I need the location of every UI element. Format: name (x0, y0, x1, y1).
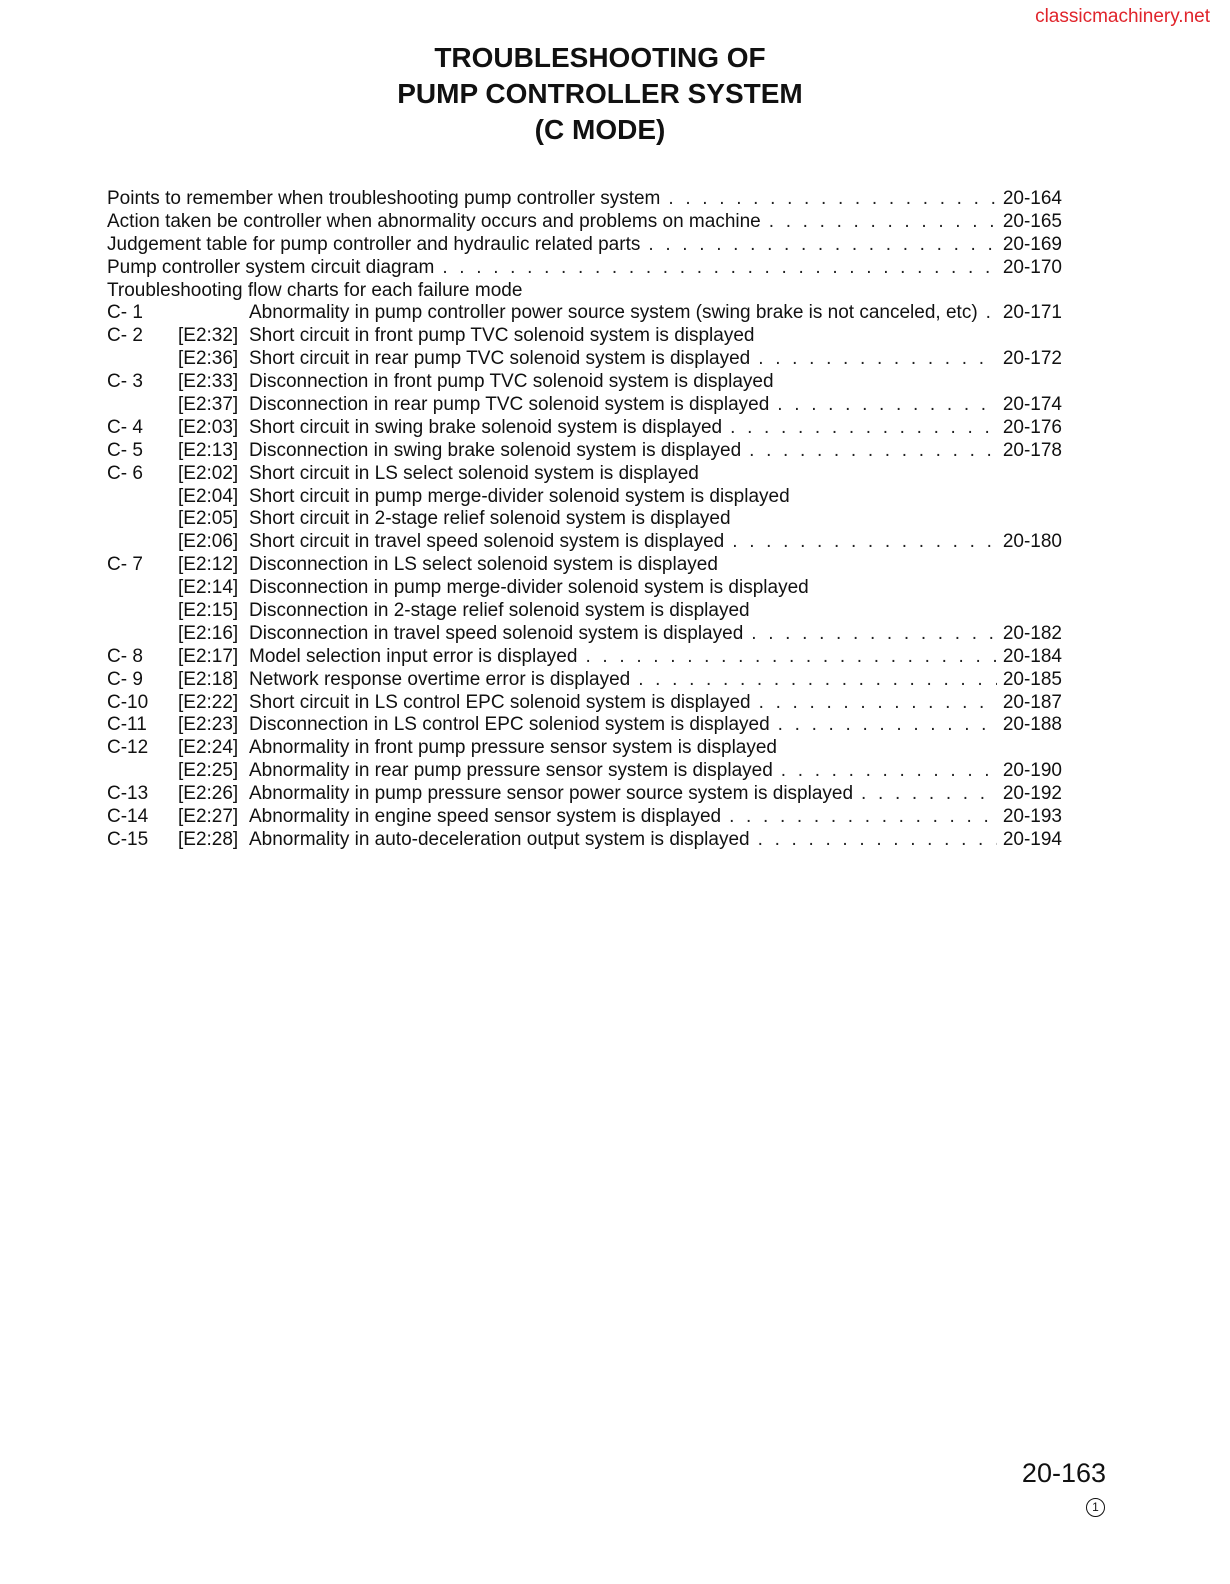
toc-entry-page: 20-194 (1002, 828, 1062, 850)
toc-entry-page: 20-170 (1002, 256, 1062, 278)
toc-entry (107, 646, 1062, 669)
toc-leader-dots (758, 829, 997, 852)
revision-mark: 1 (1086, 1498, 1105, 1517)
toc-entry (107, 829, 1062, 852)
toc-entry-code: [E2:27] (178, 806, 239, 828)
toc-entry-text: Short circuit in travel speed solenoid system is displayed (249, 531, 725, 553)
toc-entry-text: Disconnection in 2-stage relief solenoid system is displayed (249, 600, 750, 622)
toc-entry-code: [E2:13] (178, 439, 239, 461)
toc-entry-number: C-14 (107, 806, 149, 828)
toc-entry-number: C- 6 (107, 462, 143, 484)
toc-entry-text: Pump controller system circuit diagram (107, 256, 435, 278)
toc-entry-page: 20-192 (1002, 783, 1062, 805)
toc-entry-number: C-11 (107, 714, 147, 736)
toc-entry-text: Short circuit in LS control EPC solenoid system is displayed (249, 691, 751, 713)
toc-entry (107, 188, 1062, 211)
toc-entry-page: 20-180 (1002, 531, 1062, 553)
toc-entry-code: [E2:16] (178, 622, 239, 644)
title-line: (C MODE) (534, 114, 666, 145)
toc-entry (107, 623, 1062, 646)
toc-entry-number: C-10 (107, 691, 149, 713)
watermark: classicmachinery.net (1035, 6, 1210, 27)
toc-entry-code: [E2:14] (178, 577, 239, 599)
toc-entry-text: Disconnection in swing brake solenoid system is displayed (249, 439, 742, 461)
toc-entry (107, 234, 1062, 257)
toc-leader-dots (758, 348, 997, 371)
toc-entry-text: Action taken be controller when abnormality occurs and problems on machine (107, 210, 761, 232)
toc-leader-dots (729, 806, 997, 829)
toc-entry-code: [E2:06] (178, 531, 239, 553)
page-number: 20-163 (1021, 1458, 1106, 1488)
toc-leader-dots (778, 714, 997, 737)
toc-entry-code: [E2:12] (178, 554, 239, 576)
toc-entry (107, 531, 1062, 554)
toc-entry-text: Points to remember when troubleshooting pump controller system (107, 188, 661, 209)
toc-entry-page: 20-169 (1002, 233, 1062, 255)
toc-entry-page: 20-171 (1002, 302, 1062, 324)
toc-leader-dots (769, 211, 997, 234)
toc-entry (107, 806, 1062, 829)
toc-entry-code: [E2:33] (178, 371, 239, 393)
toc-entry-number: C- 4 (107, 416, 143, 438)
toc-entry-number: C-13 (107, 783, 149, 805)
toc-entry (107, 211, 1062, 234)
toc-entry (107, 486, 1062, 509)
title-line: TROUBLESHOOTING OF (434, 42, 766, 73)
toc-entry (107, 348, 1062, 371)
toc-entry-number: C-12 (107, 737, 149, 759)
toc-entry-page: 20-178 (1002, 439, 1062, 461)
toc-entry-text: Short circuit in 2-stage relief solenoid system is displayed (249, 508, 731, 530)
toc-entry (107, 257, 1062, 280)
toc-entry-text: Judgement table for pump controller and hydraulic related parts (107, 233, 641, 255)
toc-entry-number: C- 1 (107, 302, 143, 324)
toc-entry-text: Abnormality in pump pressure sensor power source system is displayed (249, 783, 854, 805)
toc-leader-dots (749, 440, 997, 463)
toc-entry-text: Disconnection in pump merge-divider solenoid system is displayed (249, 577, 809, 599)
toc-entry-text: Abnormality in auto-deceleration output system is displayed (249, 828, 750, 850)
toc-entry-page: 20-176 (1002, 416, 1062, 438)
toc-entry-number: C- 8 (107, 645, 143, 667)
toc-entry (107, 737, 1062, 760)
toc-entry-text: Abnormality in front pump pressure sensor system is displayed (249, 737, 778, 759)
toc-entry-code: [E2:03] (178, 416, 239, 438)
toc-entry (107, 577, 1062, 600)
toc-entry-code: [E2:05] (178, 508, 239, 530)
toc-entry-page: 20-188 (1002, 714, 1062, 736)
toc-entry-text: Troubleshooting flow charts for each failure mode (107, 279, 523, 301)
toc-entry (107, 280, 1062, 303)
toc-entry-text: Short circuit in rear pump TVC solenoid system is displayed (249, 348, 751, 370)
page-title (0, 40, 1200, 148)
toc-entry-page: 20-187 (1002, 691, 1062, 713)
toc-entry-text: Abnormality in engine speed sensor system is displayed (249, 806, 722, 828)
toc-entry-page: 20-174 (1002, 394, 1062, 416)
toc-entry-page: 20-184 (1002, 645, 1062, 667)
toc-entry-text: Network response overtime error is displayed (249, 668, 631, 690)
toc-entry-page: 20-182 (1002, 622, 1062, 644)
toc-leader-dots (442, 257, 997, 280)
toc-entry-number: C- 2 (107, 325, 143, 347)
toc-entry-number: C- 3 (107, 371, 143, 393)
table-of-contents (107, 188, 1062, 852)
toc-leader-dots (732, 531, 997, 554)
toc-leader-dots (730, 417, 997, 440)
toc-entry-page: 20-164 (1002, 188, 1062, 209)
toc-entry-text: Short circuit in LS select solenoid system is displayed (249, 462, 699, 484)
toc-entry-text: Short circuit in pump merge-divider solenoid system is displayed (249, 485, 790, 507)
toc-entry-code: [E2:22] (178, 691, 239, 713)
toc-entry-page: 20-165 (1002, 210, 1062, 232)
toc-leader-dots (648, 234, 996, 257)
toc-entry-code: [E2:02] (178, 462, 239, 484)
toc-entry-code: [E2:26] (178, 783, 239, 805)
toc-entry-code: [E2:23] (178, 714, 239, 736)
toc-entry (107, 508, 1062, 531)
title-line: PUMP CONTROLLER SYSTEM (397, 78, 803, 109)
toc-entry-code: [E2:17] (178, 645, 239, 667)
toc-leader-dots (861, 783, 997, 806)
toc-entry (107, 714, 1062, 737)
toc-entry-text: Disconnection in rear pump TVC solenoid system is displayed (249, 394, 770, 416)
toc-entry-page: 20-193 (1002, 806, 1062, 828)
toc-leader-dots (777, 394, 997, 417)
toc-entry-code: [E2:18] (178, 668, 239, 690)
toc-entry-text: Disconnection in LS select solenoid system is displayed (249, 554, 718, 576)
toc-entry-code: [E2:28] (178, 828, 239, 850)
toc-entry (107, 394, 1062, 417)
toc-entry-number: C- 9 (107, 668, 143, 690)
toc-leader-dots (751, 623, 997, 646)
toc-entry-number: C-15 (107, 828, 149, 850)
toc-entry (107, 760, 1062, 783)
toc-entry-page: 20-172 (1002, 348, 1062, 370)
toc-entry (107, 554, 1062, 577)
toc-entry (107, 417, 1062, 440)
toc-entry (107, 371, 1062, 394)
toc-entry-code: [E2:37] (178, 394, 239, 416)
toc-leader-dots (781, 760, 997, 783)
toc-entry-code: [E2:15] (178, 600, 239, 622)
toc-entry-text: Disconnection in LS control EPC soleniod system is displayed (249, 714, 770, 736)
toc-entry-text: Short circuit in front pump TVC solenoid system is displayed (249, 325, 755, 347)
toc-entry-text: Disconnection in travel speed solenoid system is displayed (249, 622, 744, 644)
toc-entry-page: 20-190 (1002, 760, 1062, 782)
toc-entry (107, 669, 1062, 692)
toc-entry (107, 783, 1062, 806)
toc-entry-code: [E2:32] (178, 325, 239, 347)
toc-entry-text: Abnormality in pump controller power source system (swing brake is not canceled, etc) (249, 302, 978, 324)
toc-leader-dots (585, 646, 996, 669)
toc-entry-text: Model selection input error is displayed (249, 645, 578, 667)
toc-entry-code: [E2:36] (178, 348, 239, 370)
toc-entry-page: 20-185 (1002, 668, 1062, 690)
toc-entry-number: C- 7 (107, 554, 143, 576)
toc-entry (107, 600, 1062, 623)
toc-entry-text: Disconnection in front pump TVC solenoid system is displayed (249, 371, 774, 393)
toc-entry (107, 463, 1062, 486)
toc-entry (107, 325, 1062, 348)
toc-entry-text: Abnormality in rear pump pressure sensor system is displayed (249, 760, 773, 782)
toc-entry (107, 302, 1062, 325)
toc-entry-text: Short circuit in swing brake solenoid system is displayed (249, 416, 723, 438)
toc-entry-code: [E2:04] (178, 485, 239, 507)
toc-leader-dots (986, 302, 997, 325)
toc-entry-number: C- 5 (107, 439, 143, 461)
toc-entry-code: [E2:24] (178, 737, 239, 759)
toc-entry (107, 692, 1062, 715)
toc-leader-dots (638, 669, 997, 692)
toc-entry-code: [E2:25] (178, 760, 239, 782)
toc-leader-dots (759, 692, 997, 715)
toc-entry (107, 440, 1062, 463)
toc-leader-dots (668, 188, 996, 211)
